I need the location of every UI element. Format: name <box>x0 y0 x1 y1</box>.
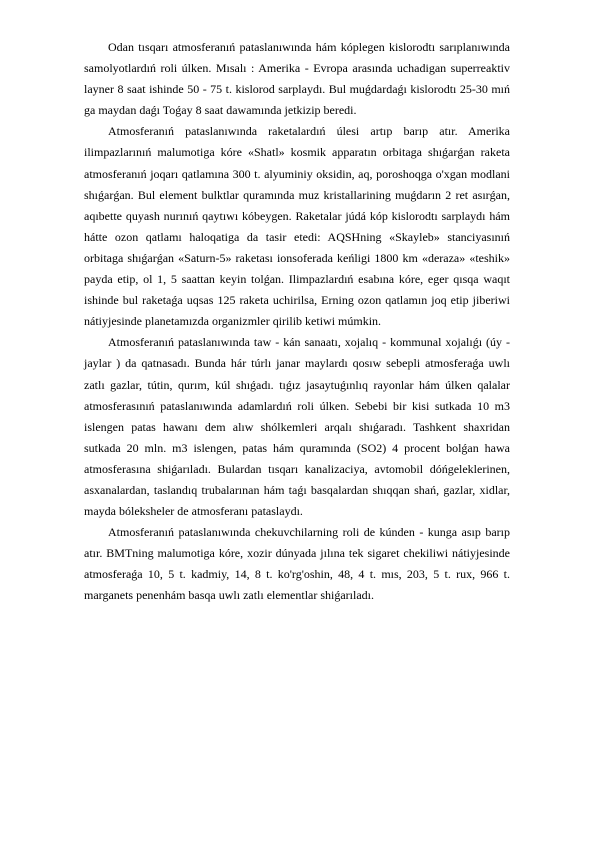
document-body <box>84 37 510 607</box>
paragraph-aircraft: Odan tısqarı atmosferanıń pataslanıwında hám kóplegen kislorodtı sarıplanıwında samolyotlardıń roli úlken. Mısalı : Amerika - Evropa arasında uchadigan superreaktiv layner 8 saat ishinde 50 - 75 t. kislorod sarplaydı. Bul muǵdardaǵı kislorodtı 25-30 mıń ga maydan daǵı Toǵay 8 saat dawamında jetkizip beredi. <box>84 40 510 118</box>
paragraph-smokers: Atmosferanıń pataslanıwında chekuvchilarning roli de kúnden - kunga asıp barıp atır. BMTning malumotiga kóre, xozir dúnyada jılına tek sigaret chekiliwi nátiyjesinde atmosferaǵa 10, 5 t. kadmiy, 14, 8 t. ko'rg'oshin, 48, 4 t. mıs, 203, 5 t. rux, 966 t. marganets penenhám basqa uwlı zatlı elementlar shiǵarıladı. <box>84 525 510 603</box>
paragraph-industry: Atmosferanıń pataslanıwında taw - kán sanaatı, xojalıq - kommunal xojalıǵı (úy - jaylar ) da qatnasadı. Bunda hár túrlı janar maylardı qosıw sebepli atmosferaǵa uwlı zatlı gazlar, tútin, qurım, kúl shıǵadı. tıǵız jasaytuǵınlıq rayonlar hám úlken qalalar atmosferasınıń pataslanıwında adamlardıń roli úlken. Sebebi bir kisi sutkada 10 m3 islengen patas hawanı dem alıw shólkemleri arqalı shıǵaradı. Tashkent shaxridan sutkada 20 mln. m3 islengen, patas hám quramında (SO2) 4 procent bolǵan hawa atmosferasına shiǵarıladı. Bulardan tısqarı kanalizaciya, avtomobil dóńgeleklerinen, asxanalardan, taslandıq trubalarınan hám taǵı basqalardan shıqqan shań, gazlar, xidlar, mayda bóleksheler de atmosferanı pataslaydı. <box>84 335 510 519</box>
paragraph-rockets: Atmosferanıń pataslanıwında raketalardıń úlesi artıp barıp atır. Amerika ilimpazlarınıń malumotiga kóre «Shatl» kosmik apparatın orbitaga shıǵarǵan raketa atmosferanıń joqarı qatlamına 300 t. alyuminiy oksidin, aq, poroshoqga o'xgan modlani shıǵarǵan. Bul element bulktlar quramında muz kristallarining muǵdarın 2 ret asırǵan, aqıbette quyash nurınıń qaytıwı kóbeygen. Raketalar júdá kóp kislorodtı sarplaydı hám hátte ozon qatlamı haloqatiga da tasir etedi: AQSHning «Skayleb» stanciyasınıń orbitaga shıǵarǵan «Saturn-5» raketası ionsoferada keńligi 1800 km «deraza» «teshik» payda etip, ol 1, 5 saattan keyin tolǵan. Ilimpazlardıń esabına kóre, eger qısqa waqıt ishinde bul raketaǵa uqsas 125 raketa uchirilsa, Erning ozon qatlamın joq etip jiberiwi nátiyjesinde planetamızda organizmler qirilib ketiwi múmkin. <box>84 124 510 329</box>
